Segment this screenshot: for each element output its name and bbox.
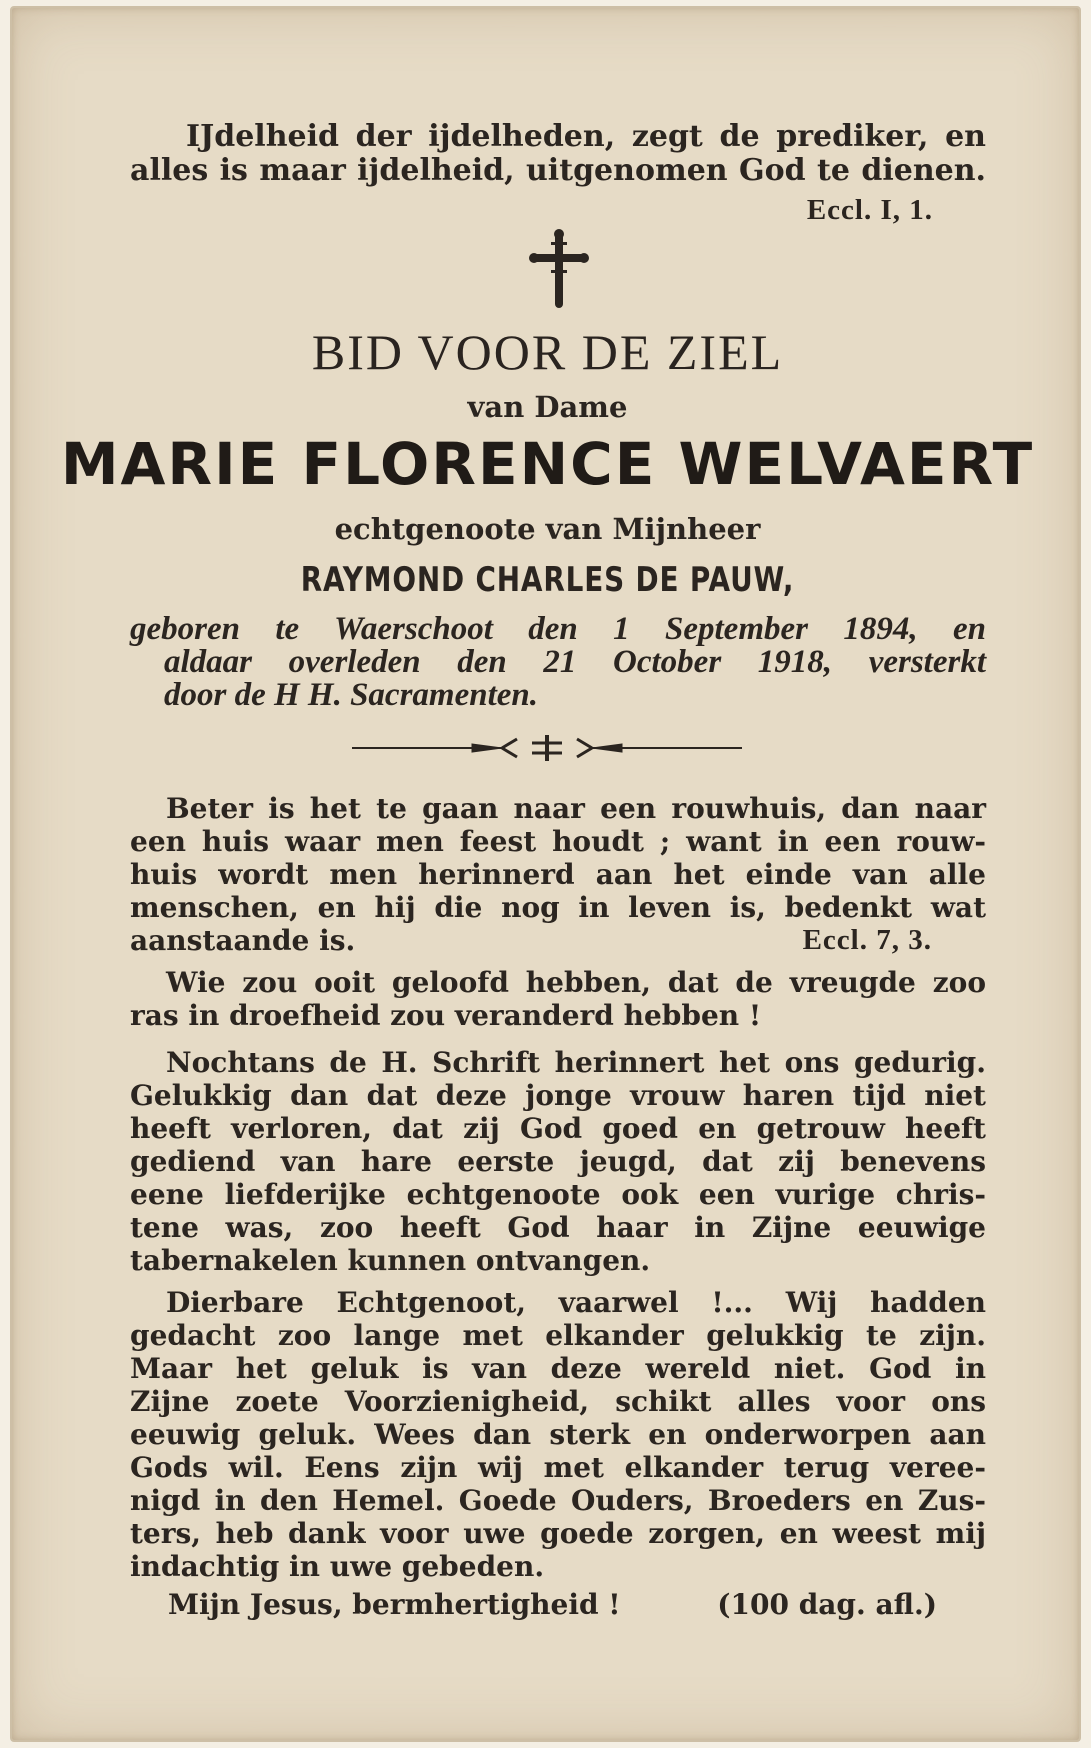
text-line: nigd in den Hemel. Goede Ouders, Broeders en Zus- xyxy=(130,1484,986,1517)
deceased-name: MARIE FLORENCE WELVAERT xyxy=(60,430,1035,498)
text-line: menschen, en hij die nog in leven is, bedenkt wat xyxy=(130,891,986,924)
text-line: heeft verloren, dat zij God goed en getrouw heeft xyxy=(130,1112,986,1145)
text-line: indachtig in uwe gebeden. xyxy=(130,1550,545,1583)
text-line: eeuwig geluk. Wees dan sterk en onderworpen aan xyxy=(130,1418,986,1451)
text-line: eene liefderijke echtgenoote ook een vurige chris- xyxy=(130,1178,986,1211)
paragraph-3 xyxy=(130,1046,986,1277)
epigraph xyxy=(130,120,986,188)
cross-icon xyxy=(524,228,594,308)
paragraph-4 xyxy=(130,1286,986,1583)
text-line: tene was, zoo heeft God haar in Zijne eeuwige xyxy=(130,1211,986,1244)
text-line: een huis waar men feest houdt ; want in een rouw- xyxy=(130,825,986,858)
paragraph-2 xyxy=(130,966,986,1032)
page-title: BID VOOR DE ZIEL xyxy=(311,324,784,380)
text-line: Wie zou ooit geloofd hebben, dat de vreugde zoo xyxy=(166,966,986,999)
text-line: Gelukkig dan dat deze jonge vrouw haren tijd niet xyxy=(130,1079,986,1112)
text-line: Gods wil. Eens zijn wij met elkander terug veree- xyxy=(130,1451,986,1484)
spouse-intro: echtgenoote van Mijnheer xyxy=(334,512,761,546)
subheading: van Dame xyxy=(467,390,628,424)
death-line: aldaar overleden den 21 October 1918, versterkt xyxy=(164,644,986,680)
scripture-reference: Eccl. 7, 3. xyxy=(802,924,932,956)
text-line: Dierbare Echtgenoot, vaarwel !... Wij hadden xyxy=(166,1286,986,1319)
text-line: huis wordt men herinnerd aan het einde van alle xyxy=(130,858,986,891)
memorial-card xyxy=(10,6,1081,1742)
text-line: aanstaande is. xyxy=(130,924,356,957)
birth-line: geboren te Waerschoot den 1 September 1894, en xyxy=(130,611,986,647)
text-line: gedacht zoo lange met elkander gelukkig te zijn. xyxy=(130,1319,986,1352)
text-line: Beter is het te gaan naar een rouwhuis, dan naar xyxy=(166,792,986,825)
ornament-divider-icon xyxy=(352,733,742,763)
sacraments-line: door de H H. Sacramenten. xyxy=(164,677,539,713)
text-line: Nochtans de H. Schrift herinnert het ons gedurig. xyxy=(166,1046,986,1079)
text-line: Maar het geluk is van deze wereld niet. God in xyxy=(130,1352,986,1385)
epigraph-reference: Eccl. I, 1. xyxy=(806,194,933,226)
spouse-name: RAYMOND CHARLES DE PAUW, xyxy=(300,560,795,600)
text-line: ras in droefheid zou veranderd hebben ! xyxy=(130,999,762,1032)
text-line: gediend van hare eerste jeugd, dat zij benevens xyxy=(130,1145,986,1178)
epigraph-line-1: IJdelheid der ijdelheden, zegt de prediker, en xyxy=(186,119,986,154)
text-line: ters, heb dank voor uwe goede zorgen, en weest mij xyxy=(130,1517,986,1550)
text-line: Zijne zoete Voorzienigheid, schikt alles voor ons xyxy=(130,1385,986,1418)
epigraph-line-2: alles is maar ijdelheid, uitgenomen God te dienen. xyxy=(130,153,986,188)
closing-prayer: Mijn Jesus, bermhertigheid ! xyxy=(168,1588,621,1621)
text-line: tabernakelen kunnen ontvangen. xyxy=(130,1244,651,1277)
birth-death-info xyxy=(130,613,986,712)
indulgence-note: (100 dag. afl.) xyxy=(717,1588,937,1621)
